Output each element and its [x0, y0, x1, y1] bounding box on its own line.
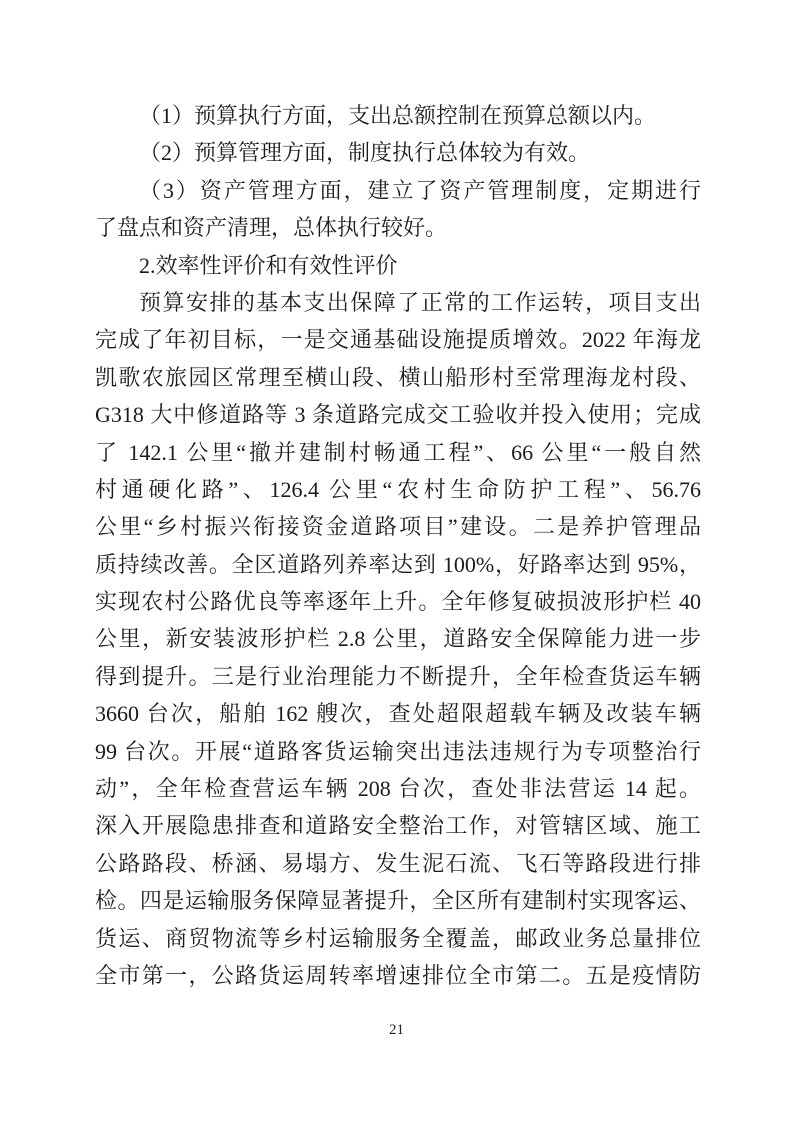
- text-line: 动”，全年检查营运车辆 208 台次，查处非法营运 14 起。: [95, 776, 701, 802]
- text-line: 了 142.1 公里“撤并建制村畅通工程”、66 公里“一般自然: [95, 439, 701, 465]
- text-line: 2.效率性评价和有效性评价: [139, 252, 398, 278]
- text-line: 质持续改善。全区道路列养率达到 100%，好路率达到 95%，: [95, 551, 701, 577]
- text-line: 公里，新安装波形护栏 2.8 公里，道路安全保障能力进一步: [95, 626, 701, 652]
- text-line: 深入开展隐患排查和道路安全整治工作，对管辖区域、施工: [95, 813, 701, 839]
- text-line: G318 大中修道路等 3 条道路完成交工验收并投入使用；完成: [95, 402, 701, 428]
- page-number: 21: [389, 1022, 404, 1038]
- text-line: 预算安排的基本支出保障了正常的工作运转，项目支出: [139, 289, 701, 315]
- text-line: 凯歌农旅园区常理至横山段、横山船形村至常理海龙村段、: [95, 364, 701, 390]
- text-line: 99 台次。开展“道路客货运输突出违法违规行为专项整治行: [95, 738, 701, 764]
- text-line: 货运、商贸物流等乡村运输服务全覆盖，邮政业务总量排位: [95, 925, 701, 951]
- text-line: 完成了年初目标，一是交通基础设施提质增效。2022 年海龙: [95, 327, 701, 353]
- text-line: （2）预算管理方面，制度执行总体较为有效。: [139, 140, 591, 166]
- text-line: 得到提升。三是行业治理能力不断提升，全年检查货运车辆: [95, 663, 701, 689]
- text-line: 检。四是运输服务保障显著提升，全区所有建制村实现客运、: [95, 888, 701, 914]
- text-line: 公里“乡村振兴衔接资金道路项目”建设。二是养护管理品: [95, 514, 701, 540]
- text-line: 了盘点和资产清理，总体执行较好。: [95, 215, 448, 241]
- document-body: [95, 97, 701, 994]
- text-line: （1）预算执行方面，支出总额控制在预算总额以内。: [139, 103, 657, 128]
- text-line: 全市第一，公路货运周转率增速排位全市第二。五是疫情防: [95, 962, 701, 988]
- text-line: 公路路段、桥涵、易塌方、发生泥石流、飞石等路段进行排: [95, 850, 701, 876]
- text-line: （3）资产管理方面，建立了资产管理制度，定期进行: [139, 177, 701, 203]
- text-line: 实现农村公路优良等率逐年上升。全年修复破损波形护栏 40: [95, 589, 701, 615]
- text-line: 3660 台次，船舶 162 艘次，查处超限超载车辆及改装车辆: [95, 701, 701, 727]
- text-line: 村通硬化路”、126.4 公里“农村生命防护工程”、56.76: [95, 476, 701, 502]
